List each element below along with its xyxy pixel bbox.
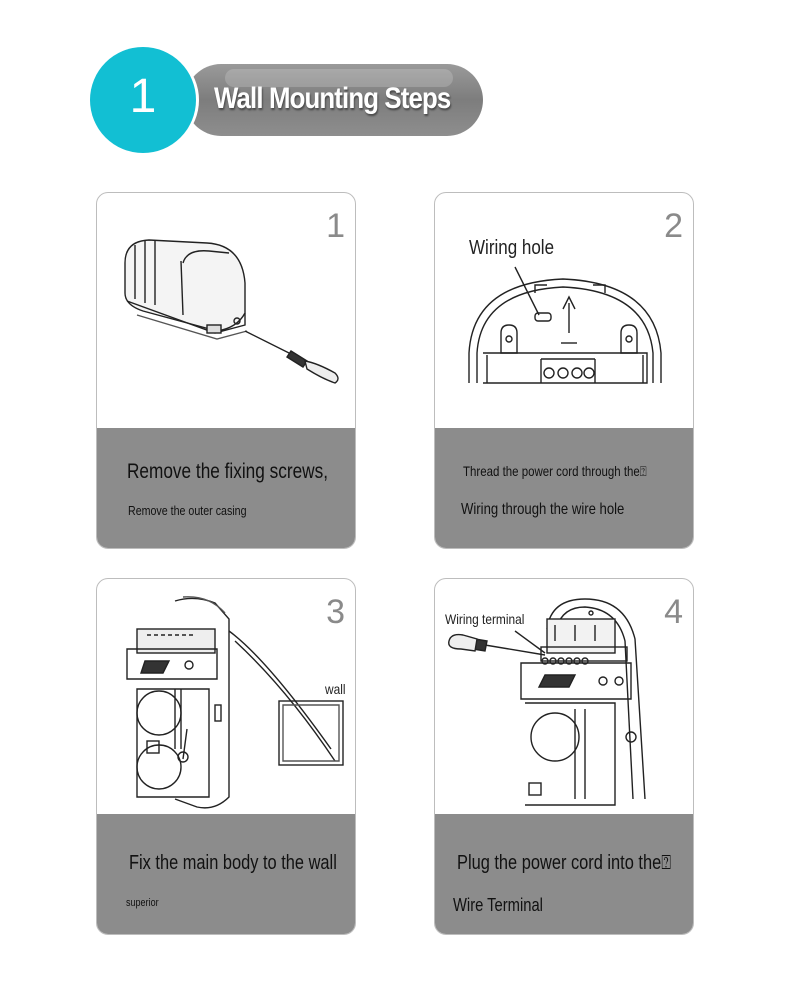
step-card-3 [96,578,356,935]
step-number: 1 [326,207,345,245]
step-caption-line2: superior [126,897,159,909]
step-number: 2 [664,207,683,245]
wall-label: wall [325,681,346,697]
step-card-1 [96,192,356,549]
step-caption-line1: Fix the main body to the wall [129,852,337,874]
step-number: 4 [664,593,683,631]
step-caption [97,428,355,548]
step-caption-line2: Wire Terminal [453,895,543,915]
section-number: 1 [129,70,157,123]
fix-to-wall-illustration [97,579,355,817]
wiring-terminal-label: Wiring terminal [445,611,525,627]
remove-screws-illustration [97,193,355,431]
section-number-badge [90,47,196,153]
section-title: Wall Mounting Steps [214,82,451,115]
step-caption-line1: Thread the power cord through the⍰ [463,463,647,479]
step-caption-line2: Wiring through the wire hole [461,501,625,518]
step-caption [435,428,693,548]
step-card-4 [434,578,694,935]
step-caption-line2: Remove the outer casing [128,503,247,518]
step-card-2 [434,192,694,549]
step-number: 3 [326,593,345,631]
step-caption [97,814,355,934]
wiring-hole-label: Wiring hole [469,237,555,259]
wiring-hole-illustration [435,193,693,431]
step-caption-line1: Remove the fixing screws, [127,460,328,483]
step-caption [435,814,693,934]
step-caption-line1: Plug the power cord into the⍰ [457,852,672,874]
section-header [90,47,490,153]
